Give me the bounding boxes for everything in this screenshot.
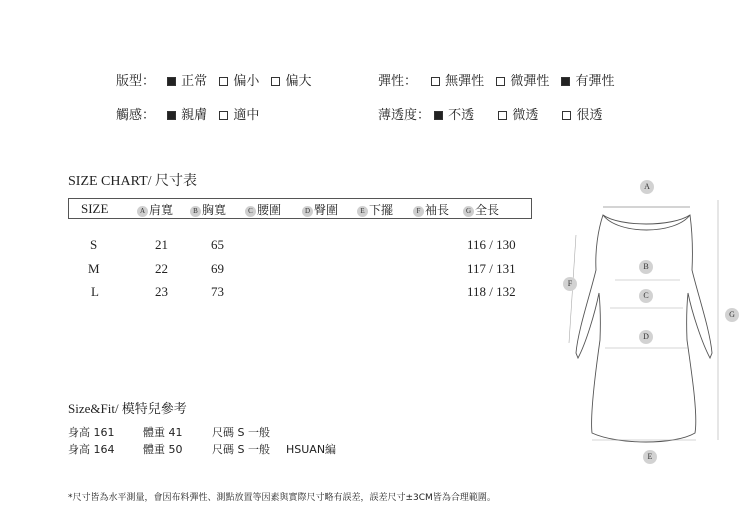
diagram-label-g: G: [725, 308, 739, 322]
transparency-option-slight: 微透: [498, 108, 538, 123]
diagram-label-a: A: [640, 180, 654, 194]
touch-option-soft: 親膚: [167, 108, 207, 123]
checked-box-icon: [561, 77, 570, 86]
touch-option-medium: 適中: [219, 108, 259, 123]
column-waist: C 腰圍: [245, 201, 281, 218]
model-1-size: 尺碼 S 一般: [212, 426, 270, 439]
column-length: G 全長: [463, 201, 499, 218]
unchecked-box-icon: [271, 77, 280, 86]
row-m-length: 117 / 131: [467, 261, 516, 276]
neckline: [603, 215, 690, 230]
dress-diagram: [560, 175, 750, 470]
elasticity-option-slight: 微彈性: [496, 74, 549, 89]
size-column-header: SIZE: [81, 201, 109, 216]
fit-row: [116, 70, 311, 89]
unchecked-box-icon: [498, 111, 507, 120]
column-hip: D 臀圍: [302, 201, 338, 218]
diagram-label-d: D: [639, 330, 653, 344]
model-2-size: 尺碼 S 一般: [212, 443, 270, 456]
transparency-option-sheer: 很透: [562, 108, 602, 123]
elasticity-option-stretchy: 有彈性: [561, 74, 614, 89]
unchecked-box-icon: [562, 111, 571, 120]
touch-row: [116, 104, 259, 123]
row-l-shoulder: 23: [155, 284, 168, 299]
column-sleeve: F 袖長: [413, 201, 449, 218]
unchecked-box-icon: [219, 111, 228, 120]
transparency-label: 薄透度：: [378, 108, 431, 123]
model-2-note: HSUAN編: [286, 443, 337, 456]
touch-label: 觸感：: [116, 108, 156, 123]
footnote: *尺寸皆為水平測量，會因布料彈性、測點放置等因素與實際尺寸略有誤差，誤差尺寸±3CM皆為合理範圍。: [68, 493, 496, 503]
checked-box-icon: [167, 77, 176, 86]
column-chest: B 胸寬: [190, 201, 226, 218]
diagram-label-c: C: [639, 289, 653, 303]
row-l-chest: 73: [211, 284, 224, 299]
fit-option-small: 偏小: [219, 74, 259, 89]
column-shoulder: A 肩寬: [137, 201, 173, 218]
elasticity-option-none: 無彈性: [431, 74, 484, 89]
row-m-size: M: [88, 261, 100, 276]
model-2-weight: 體重 50: [143, 443, 183, 456]
row-m-shoulder: 22: [155, 261, 168, 276]
checked-box-icon: [167, 111, 176, 120]
column-hem: E 下擺: [357, 201, 393, 218]
row-s-shoulder: 21: [155, 237, 168, 252]
diagram-label-f: F: [563, 277, 577, 291]
checked-box-icon: [434, 111, 443, 120]
size-chart-title: SIZE CHART/ 尺寸表: [68, 174, 198, 189]
fit-option-normal: 正常: [167, 74, 207, 89]
row-m-chest: 69: [211, 261, 224, 276]
dress-outline: [576, 215, 712, 442]
size-chart-header: [68, 198, 532, 219]
model-title: Size&Fit/ 模特兒參考: [68, 401, 187, 416]
model-2-height: 身高 164: [68, 443, 115, 456]
transparency-option-opaque: 不透: [434, 108, 474, 123]
row-s-chest: 65: [211, 237, 224, 252]
model-1-weight: 體重 41: [143, 426, 183, 439]
fit-option-large: 偏大: [271, 74, 311, 89]
diagram-label-b: B: [639, 260, 653, 274]
row-s-size: S: [90, 237, 98, 252]
row-s-length: 116 / 130: [467, 237, 516, 252]
model-1-height: 身高 161: [68, 426, 115, 439]
row-l-size: L: [91, 284, 99, 299]
transparency-row: [378, 104, 602, 123]
unchecked-box-icon: [219, 77, 228, 86]
elasticity-label: 彈性：: [378, 74, 418, 89]
elasticity-row: [378, 70, 614, 89]
row-l-length: 118 / 132: [467, 284, 516, 299]
unchecked-box-icon: [431, 77, 440, 86]
diagram-label-e: E: [643, 450, 657, 464]
fit-label: 版型：: [116, 74, 156, 89]
unchecked-box-icon: [496, 77, 505, 86]
